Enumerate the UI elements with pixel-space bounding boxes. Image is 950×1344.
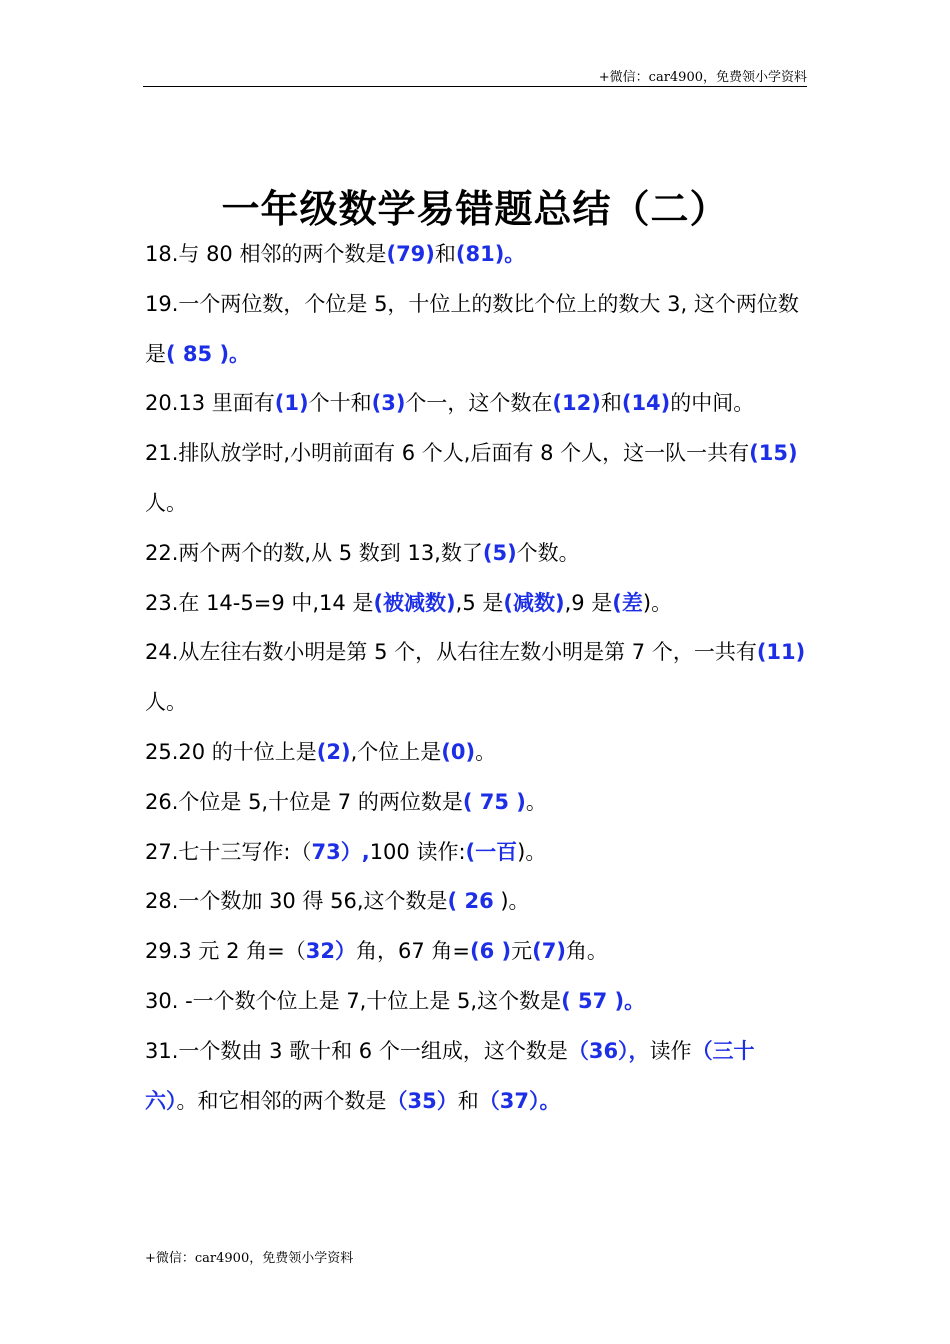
answer-text: (被减数) [373, 590, 456, 615]
answer-text: 73）, [311, 839, 370, 864]
question-text: 21.排队放学时,小明前面有 6 个人,后面有 8 个人，这一队一共有 [145, 441, 750, 466]
answer-text: （37）。 [478, 1088, 561, 1113]
question-text: 个十和 [308, 391, 372, 416]
question-item [145, 828, 807, 878]
answer-text: (2) [316, 739, 351, 764]
question-text: 27.七十三写作:（ [145, 839, 312, 864]
question-item [145, 429, 807, 529]
question-text: 个一，这个数在 [405, 391, 553, 416]
question-item [145, 529, 807, 579]
question-text: 读作 [649, 1038, 692, 1063]
footer-text: +微信：car4900，免费领小学资料 [145, 1251, 354, 1266]
question-item [145, 628, 807, 728]
question-text: 。 [475, 739, 497, 764]
answer-text: (81)。 [455, 242, 526, 266]
question-text: ,个位上是 [350, 739, 442, 764]
answer-text: (12) [552, 391, 601, 416]
question-text: 和 [457, 1088, 479, 1113]
answer-text: (5) [482, 540, 517, 565]
question-text: 。 [525, 789, 547, 814]
answer-text: 32） [305, 939, 356, 964]
answer-text: (1) [274, 391, 309, 416]
question-text: 角，67 角= [355, 939, 470, 964]
answer-text: （36）， [567, 1038, 650, 1063]
question-text: 和 [600, 391, 622, 416]
question-item [145, 927, 807, 977]
question-list [145, 230, 807, 1126]
question-item [145, 977, 807, 1027]
question-item [145, 579, 807, 629]
page-title: 一年级数学易错题总结（二） [221, 187, 729, 231]
header-rule [143, 86, 807, 87]
question-item [145, 230, 807, 280]
question-text: 30. -一个数个位上是 7,十位上是 5,这个数是 [145, 988, 562, 1013]
answer-text: （35） [386, 1088, 458, 1113]
question-text: 和 [434, 242, 456, 266]
question-text: 的中间。 [670, 391, 755, 416]
answer-text: (7) [532, 939, 566, 964]
question-text: 角。 [565, 939, 608, 964]
question-text: 25.20 的十位上是 [145, 739, 317, 764]
question-text: 元 [511, 939, 533, 964]
answer-text: (0) [441, 739, 476, 764]
question-item [145, 728, 807, 778]
answer-text: ( 57 )。 [561, 988, 646, 1013]
question-text: 24.从左往右数小明是第 5 个，从右往左数小明是第 7 个，一共有 [145, 640, 757, 665]
question-text: 个数。 [516, 540, 580, 565]
question-text: 26.个位是 5,十位是 7 的两位数是 [145, 789, 463, 814]
answer-text: (79) [386, 242, 435, 266]
question-item [145, 877, 807, 927]
question-item [145, 379, 807, 429]
question-text: 28.一个数加 30 得 56,这个数是 [145, 889, 448, 914]
question-text: 100 读作: [369, 839, 466, 864]
question-text: )。 [517, 839, 547, 864]
question-text: 。和它相邻的两个数是 [176, 1088, 387, 1113]
question-text: 29.3 元 2 角=（ [145, 939, 306, 964]
question-text: 19.一个两位数，个位是 5，十位上的数比个位上的数大 3, 这个两位数是 [145, 291, 799, 366]
answer-text: (11) [756, 640, 806, 665]
question-text: ,5 是 [455, 590, 504, 615]
answer-text: ( 75 ) [462, 789, 526, 814]
question-text: 22.两个两个的数,从 5 数到 13,数了 [145, 540, 483, 565]
header-text: +微信：car4900，免费领小学资料 [598, 70, 807, 85]
question-text: 20.13 里面有 [145, 391, 275, 416]
question-text: 人。 [145, 490, 187, 515]
answer-text: (6 ) [469, 939, 512, 964]
answer-text: (3) [371, 391, 406, 416]
question-text: 18.与 80 相邻的两个数是 [145, 242, 387, 266]
answer-text: （三十六） [145, 1038, 755, 1113]
question-item [145, 778, 807, 828]
question-text: )。 [493, 889, 530, 914]
answer-text: (减数) [503, 590, 565, 615]
question-text: 23.在 14-5=9 中,14 是 [145, 590, 374, 615]
answer-text: ( 85 )。 [166, 341, 251, 366]
question-text: 人。 [145, 690, 187, 715]
question-text: )。 [642, 590, 673, 615]
answer-text: (差 [612, 590, 643, 615]
answer-text: (14) [621, 391, 671, 416]
question-text: 31.一个数由 3 歌十和 6 个一组成，这个数是 [145, 1038, 568, 1063]
answer-text: (一百 [465, 839, 518, 864]
question-text: ,9 是 [564, 590, 613, 615]
question-item [145, 1027, 807, 1127]
answer-text: ( 26 [447, 889, 494, 914]
question-item [145, 280, 807, 380]
answer-text: (15) [749, 441, 798, 466]
